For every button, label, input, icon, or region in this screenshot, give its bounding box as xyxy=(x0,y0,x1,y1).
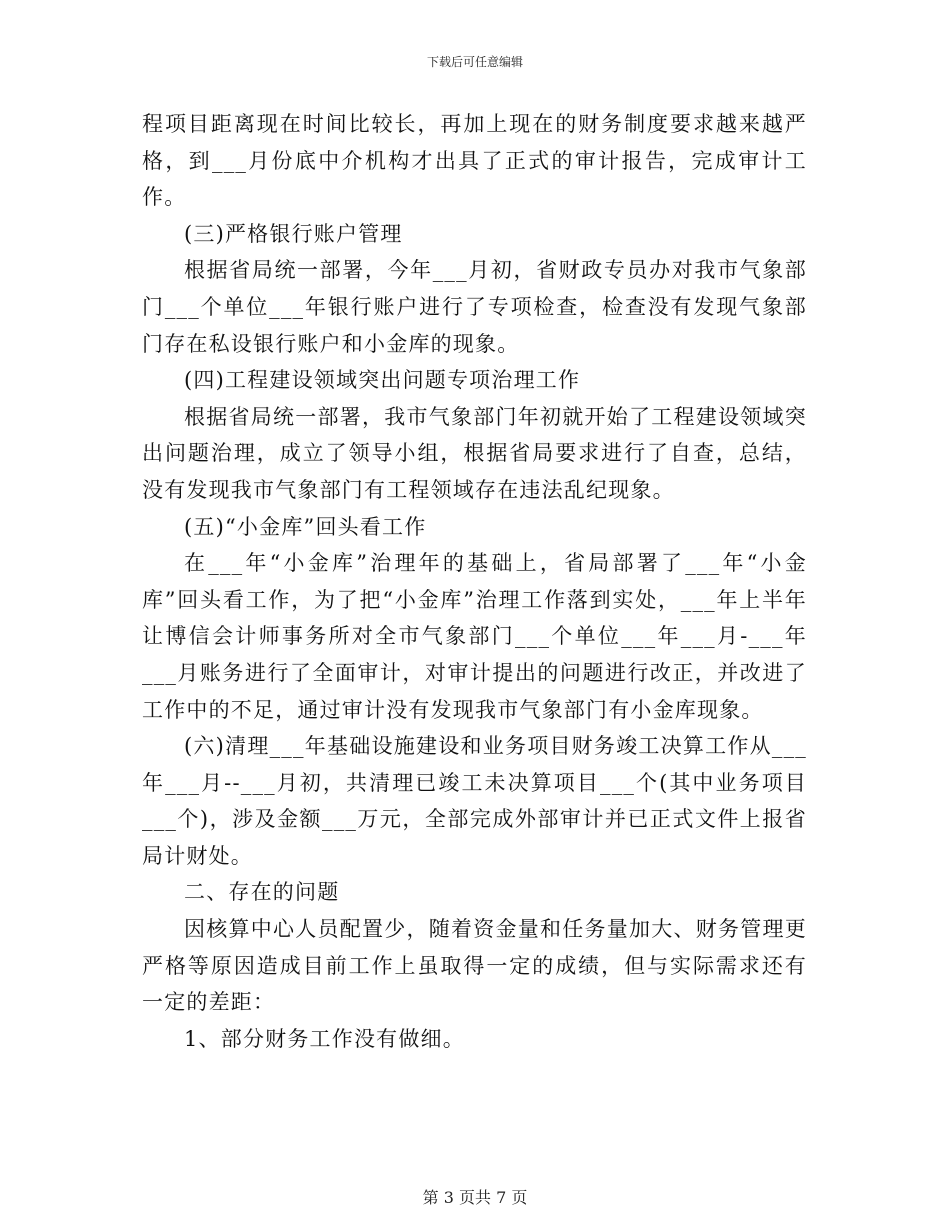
page-footer: 第 3 页共 7 页 xyxy=(422,1188,528,1207)
section-heading-3: (三)严格银行账户管理 xyxy=(184,221,403,246)
paragraph: 在___年“小金库”治理年的基础上，省局部署了___年“小金库”回头看工作，为了把“小金库”治理工作落到实处，___年上半年让博信会计师事务所对全市气象部门___个单位___年___月-___年___月账务进行了全面审计，对审计提出的问题进行改正，并改进了工作中的不足，通过审计没有发现我市气象部门有小金库现象。 xyxy=(142,551,807,722)
list-item: 1、部分财务工作没有做细。 xyxy=(184,1026,465,1051)
section-heading-5: (五)“小金库”回头看工作 xyxy=(184,514,427,539)
paragraph: 因核算中心人员配置少，随着资金量和任务量加大、财务管理更严格等原因造成目前工作上虽取得一定的成绩，但与实际需求还有一定的差距： xyxy=(142,917,807,1015)
page-header: 下载后可任意编辑 xyxy=(426,55,523,69)
document-body xyxy=(142,106,807,1057)
section-heading-2: 二、存在的问题 xyxy=(184,880,340,905)
paragraph: 根据省局统一部署，今年___月初，省财政专员办对我市气象部门___个单位___年银行账户进行了专项检查，检查没有发现气象部门存在私设银行账户和小金库的现象。 xyxy=(142,258,807,356)
paragraph: 程项目距离现在时间比较长，再加上现在的财务制度要求越来越严格，到___月份底中介机构才出具了正式的审计报告，完成审计工作。 xyxy=(142,112,807,210)
paragraph: 根据省局统一部署，我市气象部门年初就开始了工程建设领域突出问题治理，成立了领导小组，根据省局要求进行了自查，总结，没有发现我市气象部门有工程领域存在违法乱纪现象。 xyxy=(142,404,807,502)
section-heading-6: (六)清理___年基础设施建设和业务项目财务竣工决算工作从___年___月--___月初，共清理已竣工未决算项目___个(其中业务项目___个)，涉及金额___万元，全部完成外部审计并已正式文件上报省局计财处。 xyxy=(142,734,807,868)
section-heading-4: (四)工程建设领域突出问题专项治理工作 xyxy=(184,368,581,393)
